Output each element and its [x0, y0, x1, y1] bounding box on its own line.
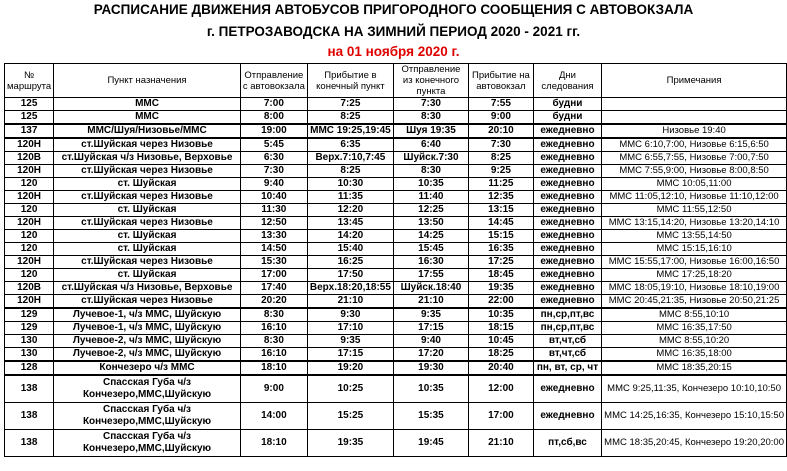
departure-end-cell: 9:35: [393, 308, 468, 322]
note-cell: ММС 15:15,16:10: [602, 243, 787, 256]
page-subtitle: г. ПЕТРОЗАВОДСКА НА ЗИМНИЙ ПЕРИОД 2020 - 2021 гг.: [206, 24, 581, 39]
note-cell: ММС 20:45,21:35, Низовье 20:50,21:25: [602, 295, 787, 309]
note-cell: ММС 6:55,7:55, Низовье 7:00,7:50: [602, 152, 787, 165]
departure-cell: 16:10: [240, 348, 307, 362]
note-cell: ММС 8:55,10:10: [602, 308, 787, 322]
note-cell: ММС 17:25,18:20: [602, 269, 787, 282]
departure-end-cell: 13:50: [393, 217, 468, 230]
departure-cell: 8:30: [240, 308, 307, 322]
route-cell: 120Н: [5, 165, 54, 178]
route-cell: 130: [5, 335, 54, 348]
page-title: РАСПИСАНИЕ ДВИЖЕНИЯ АВТОБУСОВ ПРИГОРОДНОГО СООБЩЕНИЯ С АВТОВОКЗАЛА: [93, 2, 694, 17]
departure-cell: 17:40: [240, 282, 307, 295]
arrival-station-cell: 13:15: [469, 204, 534, 217]
destination-cell: ст.Шуйская через Низовье: [54, 256, 241, 269]
departure-cell: 14:50: [240, 243, 307, 256]
arrival-end-cell: 19:20: [307, 361, 393, 375]
table-row: [5, 243, 787, 256]
route-cell: 130: [5, 348, 54, 362]
departure-cell: 20:20: [240, 295, 307, 309]
arrival-end-cell: 13:45: [307, 217, 393, 230]
arrival-station-cell: 11:25: [469, 178, 534, 191]
arrival-station-cell: 18:25: [469, 348, 534, 362]
table-row: [5, 230, 787, 243]
departure-end-cell: 21:10: [393, 295, 468, 309]
route-cell: 120В: [5, 152, 54, 165]
arrival-station-cell: 10:35: [469, 308, 534, 322]
departure-cell: 15:30: [240, 256, 307, 269]
table-row: [5, 217, 787, 230]
destination-cell: ст. Шуйская: [54, 204, 241, 217]
table-row: [5, 138, 787, 152]
destination-cell: Лучевое-1, ч/з ММС, Шуйскую: [54, 308, 241, 322]
arrival-station-cell: 14:45: [469, 217, 534, 230]
departure-cell: 10:40: [240, 191, 307, 204]
departure-end-cell: 17:15: [393, 322, 468, 335]
note-cell: ММС 15:55,17:00, Низовье 16:00,16:50: [602, 256, 787, 269]
departure-end-cell: 15:45: [393, 243, 468, 256]
arrival-end-cell: 17:10: [307, 322, 393, 335]
destination-cell: ст.Шуйская ч/з Низовье, Верховье: [54, 152, 241, 165]
note-cell: ММС 16:35,18:00: [602, 348, 787, 362]
note-cell: ММС 11:55,12:50: [602, 204, 787, 217]
date-line: на 01 ноября 2020 г.: [327, 44, 460, 59]
departure-cell: 18:10: [240, 430, 307, 457]
days-cell: будни: [533, 111, 601, 125]
route-cell: 125: [5, 98, 54, 111]
departure-end-cell: 19:45: [393, 430, 468, 457]
route-cell: 128: [5, 361, 54, 375]
route-cell: 137: [5, 124, 54, 138]
destination-cell: Спасская Губа ч/з Кончезеро,ММС,Шуйскую: [54, 430, 241, 457]
departure-cell: 6:30: [240, 152, 307, 165]
arrival-station-cell: 20:40: [469, 361, 534, 375]
table-row: [5, 111, 787, 125]
destination-cell: Спасская Губа ч/з Кончезеро,ММС,Шуйскую: [54, 375, 241, 403]
route-cell: 120: [5, 243, 54, 256]
note-cell: ММС 13:55,14:50: [602, 230, 787, 243]
arrival-end-cell: Верх.7:10,7:45: [307, 152, 393, 165]
arrival-end-cell: 9:30: [307, 308, 393, 322]
note-cell: ММС 16:35,17:50: [602, 322, 787, 335]
arrival-end-cell: 19:35: [307, 430, 393, 457]
destination-cell: ст. Шуйская: [54, 269, 241, 282]
arrival-end-cell: 17:15: [307, 348, 393, 362]
arrival-station-cell: 7:55: [469, 98, 534, 111]
table-row: [5, 269, 787, 282]
table-row: [5, 295, 787, 309]
arrival-end-cell: 21:10: [307, 295, 393, 309]
departure-end-cell: 15:35: [393, 403, 468, 430]
departure-end-cell: Шуйск.7:30: [393, 152, 468, 165]
arrival-station-cell: 18:45: [469, 269, 534, 282]
route-cell: 129: [5, 308, 54, 322]
table-row: [5, 335, 787, 348]
destination-cell: ст.Шуйская через Низовье: [54, 191, 241, 204]
days-cell: ежедневно: [533, 217, 601, 230]
arrival-station-cell: 17:00: [469, 403, 534, 430]
table-row: [5, 98, 787, 111]
note-cell: ММС 18:35,20:45, Кончезеро 19:20,20:00: [602, 430, 787, 457]
arrival-station-cell: 8:25: [469, 152, 534, 165]
col-destination: Пункт назначения: [54, 64, 241, 98]
route-cell: 138: [5, 403, 54, 430]
arrival-station-cell: 18:15: [469, 322, 534, 335]
col-arrival-end: Прибытие в конечный пункт: [307, 64, 393, 98]
route-cell: 120: [5, 204, 54, 217]
arrival-end-cell: 6:35: [307, 138, 393, 152]
arrival-end-cell: ММС 19:25,19:45: [307, 124, 393, 138]
table-row: [5, 152, 787, 165]
destination-cell: ст.Шуйская через Низовье: [54, 295, 241, 309]
arrival-end-cell: Верх.18:20,18:55: [307, 282, 393, 295]
days-cell: ежедневно: [533, 230, 601, 243]
table-row: [5, 178, 787, 191]
destination-cell: Лучевое-2, ч/з ММС, Шуйскую: [54, 335, 241, 348]
note-cell: ММС 18:05,19:10, Низовье 18:10,19:00: [602, 282, 787, 295]
departure-cell: 8:30: [240, 335, 307, 348]
route-cell: 120В: [5, 282, 54, 295]
departure-end-cell: 10:35: [393, 178, 468, 191]
departure-cell: 12:50: [240, 217, 307, 230]
route-cell: 120Н: [5, 138, 54, 152]
table-row: [5, 375, 787, 403]
destination-cell: Лучевое-2, ч/з ММС, Шуйскую: [54, 348, 241, 362]
arrival-end-cell: 17:50: [307, 269, 393, 282]
days-cell: ежедневно: [533, 124, 601, 138]
col-departure-end: Отправление из конечного пункта: [393, 64, 468, 98]
days-cell: ежедневно: [533, 165, 601, 178]
days-cell: ежедневно: [533, 243, 601, 256]
arrival-end-cell: 10:25: [307, 375, 393, 403]
destination-cell: Лучевое-1, ч/з ММС, Шуйскую: [54, 322, 241, 335]
destination-cell: ст.Шуйская ч/з Низовье, Верховье: [54, 282, 241, 295]
departure-cell: 11:30: [240, 204, 307, 217]
table-row: [5, 256, 787, 269]
departure-end-cell: 7:30: [393, 98, 468, 111]
days-cell: ежедневно: [533, 191, 601, 204]
arrival-station-cell: 21:10: [469, 430, 534, 457]
note-cell: ММС 9:25,11:35, Кончезеро 10:10,10:50: [602, 375, 787, 403]
table-row: [5, 204, 787, 217]
note-cell: ММС 13:15,14:20, Низовье 13:20,14:10: [602, 217, 787, 230]
route-cell: 138: [5, 375, 54, 403]
route-cell: 120Н: [5, 217, 54, 230]
destination-cell: ст. Шуйская: [54, 178, 241, 191]
arrival-station-cell: 9:25: [469, 165, 534, 178]
destination-cell: ММС: [54, 111, 241, 125]
route-cell: 138: [5, 430, 54, 457]
arrival-end-cell: 15:25: [307, 403, 393, 430]
arrival-station-cell: 16:35: [469, 243, 534, 256]
route-cell: 120: [5, 230, 54, 243]
departure-cell: 16:10: [240, 322, 307, 335]
days-cell: ежедневно: [533, 375, 601, 403]
days-cell: ежедневно: [533, 138, 601, 152]
days-cell: вт,чт,сб: [533, 335, 601, 348]
departure-end-cell: 19:30: [393, 361, 468, 375]
arrival-end-cell: 16:25: [307, 256, 393, 269]
arrival-station-cell: 9:00: [469, 111, 534, 125]
days-cell: ежедневно: [533, 269, 601, 282]
days-cell: ежедневно: [533, 204, 601, 217]
arrival-station-cell: 22:00: [469, 295, 534, 309]
note-cell: [602, 111, 787, 125]
route-cell: 125: [5, 111, 54, 125]
route-cell: 120: [5, 269, 54, 282]
departure-cell: 13:30: [240, 230, 307, 243]
departure-end-cell: 9:40: [393, 335, 468, 348]
arrival-end-cell: 8:25: [307, 111, 393, 125]
departure-cell: 8:00: [240, 111, 307, 125]
arrival-end-cell: 12:20: [307, 204, 393, 217]
days-cell: ежедневно: [533, 295, 601, 309]
table-row: [5, 165, 787, 178]
arrival-station-cell: 10:45: [469, 335, 534, 348]
arrival-station-cell: 20:10: [469, 124, 534, 138]
departure-end-cell: 8:30: [393, 165, 468, 178]
col-route: № маршрута: [5, 64, 54, 98]
note-cell: ММС 14:25,16:35, Кончезеро 15:10,15:50: [602, 403, 787, 430]
note-cell: ММС 7:55,9:00, Низовье 8:00,8:50: [602, 165, 787, 178]
table-row: [5, 361, 787, 375]
departure-end-cell: Шуйск.18:40: [393, 282, 468, 295]
days-cell: пн,ср,пт,вс: [533, 308, 601, 322]
table-row: [5, 430, 787, 457]
col-arrival-station: Прибытие на автовокзал: [469, 64, 534, 98]
arrival-station-cell: 7:30: [469, 138, 534, 152]
arrival-end-cell: 8:25: [307, 165, 393, 178]
route-cell: 129: [5, 322, 54, 335]
destination-cell: Кончезеро ч/з ММС: [54, 361, 241, 375]
col-departure: Отправление с автовокзала: [240, 64, 307, 98]
destination-cell: ММС/Шуя/Низовье/ММС: [54, 124, 241, 138]
arrival-station-cell: 12:35: [469, 191, 534, 204]
departure-end-cell: 6:40: [393, 138, 468, 152]
table-row: [5, 124, 787, 138]
note-cell: ММС 11:05,12:10, Низовье 11:10,12:00: [602, 191, 787, 204]
note-cell: ММС 18:35,20:15: [602, 361, 787, 375]
arrival-end-cell: 14:20: [307, 230, 393, 243]
arrival-end-cell: 7:25: [307, 98, 393, 111]
arrival-station-cell: 15:15: [469, 230, 534, 243]
note-cell: ММС 10:05,11:00: [602, 178, 787, 191]
table-row: [5, 308, 787, 322]
days-cell: ежедневно: [533, 282, 601, 295]
departure-cell: 9:00: [240, 375, 307, 403]
arrival-end-cell: 11:35: [307, 191, 393, 204]
departure-cell: 18:10: [240, 361, 307, 375]
days-cell: пн,ср,пт,вс: [533, 322, 601, 335]
destination-cell: ст. Шуйская: [54, 230, 241, 243]
days-cell: будни: [533, 98, 601, 111]
destination-cell: ст.Шуйская через Низовье: [54, 217, 241, 230]
col-notes: Примечания: [602, 64, 787, 98]
departure-cell: 9:40: [240, 178, 307, 191]
departure-cell: 5:45: [240, 138, 307, 152]
col-days: Дни следования: [533, 64, 601, 98]
arrival-station-cell: 17:25: [469, 256, 534, 269]
departure-end-cell: 12:25: [393, 204, 468, 217]
note-cell: ММС 8:55,10:20: [602, 335, 787, 348]
note-cell: Низовье 19:40: [602, 124, 787, 138]
departure-end-cell: 17:55: [393, 269, 468, 282]
destination-cell: ст. Шуйская: [54, 243, 241, 256]
departure-end-cell: 10:35: [393, 375, 468, 403]
arrival-end-cell: 10:30: [307, 178, 393, 191]
days-cell: пн, вт, ср, чт: [533, 361, 601, 375]
schedule-table: [4, 63, 787, 457]
departure-end-cell: 16:30: [393, 256, 468, 269]
departure-cell: 14:00: [240, 403, 307, 430]
route-cell: 120: [5, 178, 54, 191]
destination-cell: Спасская Губа ч/з Кончезеро,ММС,Шуйскую: [54, 403, 241, 430]
note-cell: [602, 98, 787, 111]
arrival-station-cell: 12:00: [469, 375, 534, 403]
table-row: [5, 191, 787, 204]
departure-end-cell: 11:40: [393, 191, 468, 204]
days-cell: ежедневно: [533, 152, 601, 165]
destination-cell: ММС: [54, 98, 241, 111]
route-cell: 120Н: [5, 256, 54, 269]
days-cell: ежедневно: [533, 256, 601, 269]
table-row: [5, 282, 787, 295]
days-cell: ежедневно: [533, 403, 601, 430]
table-row: [5, 322, 787, 335]
route-cell: 120Н: [5, 295, 54, 309]
arrival-station-cell: 19:35: [469, 282, 534, 295]
departure-cell: 7:00: [240, 98, 307, 111]
departure-cell: 17:00: [240, 269, 307, 282]
days-cell: вт,чт,сб: [533, 348, 601, 362]
departure-end-cell: 17:20: [393, 348, 468, 362]
destination-cell: ст.Шуйская через Низовье: [54, 165, 241, 178]
days-cell: ежедневно: [533, 178, 601, 191]
destination-cell: ст.Шуйская через Низовье: [54, 138, 241, 152]
note-cell: ММС 6:10,7:00, Низовье 6:15,6:50: [602, 138, 787, 152]
arrival-end-cell: 15:40: [307, 243, 393, 256]
departure-end-cell: Шуя 19:35: [393, 124, 468, 138]
days-cell: пт,сб,вс: [533, 430, 601, 457]
departure-cell: 19:00: [240, 124, 307, 138]
header-row: [5, 64, 787, 98]
departure-cell: 7:30: [240, 165, 307, 178]
route-cell: 120Н: [5, 191, 54, 204]
table-row: [5, 403, 787, 430]
arrival-end-cell: 9:35: [307, 335, 393, 348]
table-row: [5, 348, 787, 362]
departure-end-cell: 8:30: [393, 111, 468, 125]
departure-end-cell: 14:25: [393, 230, 468, 243]
